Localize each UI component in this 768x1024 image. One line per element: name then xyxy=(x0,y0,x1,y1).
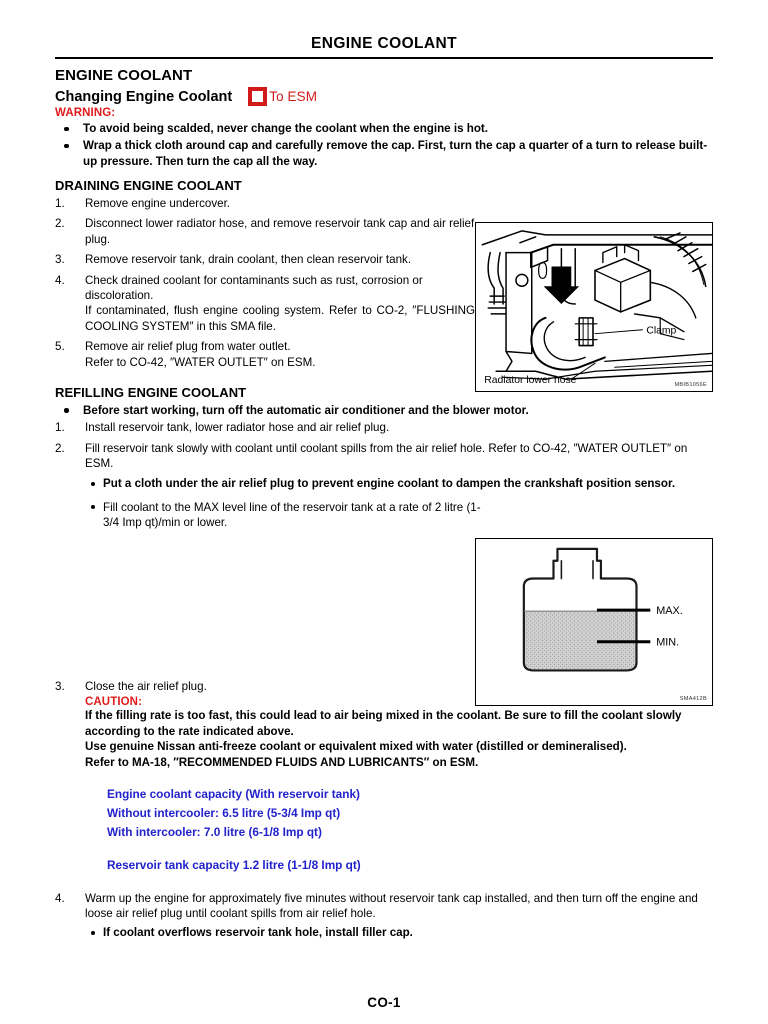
substep-fill-rate-note: Fill coolant to the MAX level line of the reservoir tank at a rate of 2 litre (1-3/4 Imp qt)/min or lower. xyxy=(85,500,485,531)
radiator-illustration xyxy=(476,223,712,391)
figure-code-tank: SMA412B xyxy=(679,696,707,702)
capacity-spacer xyxy=(107,843,713,856)
refilling-step-4 xyxy=(55,891,713,922)
step-text-continued: Refer to CO-42, ″WATER OUTLET″ on ESM. xyxy=(85,355,316,369)
warning-list xyxy=(55,121,713,169)
refilling-steps xyxy=(55,420,713,471)
step-text: Install reservoir tank, lower radiator hose and air relief plug. xyxy=(85,421,390,435)
capacity-title: Engine coolant capacity (With reservoir tank) xyxy=(107,787,360,802)
capacity-with-intercooler: With intercooler: 7.0 litre (6-1/8 Imp qt) xyxy=(107,825,322,840)
draining-step-2 xyxy=(55,216,475,247)
caution-label: CAUTION: xyxy=(85,696,143,709)
capacity-block xyxy=(107,785,713,874)
down-arrow-icon xyxy=(544,266,580,304)
capacity-reservoir-tank: Reservoir tank capacity 1.2 litre (1-1/8 Imp qt) xyxy=(107,857,361,872)
step-number: 3. xyxy=(55,253,65,267)
substep-bold-list xyxy=(85,476,713,491)
step-number: 1. xyxy=(55,421,65,435)
substep-plain-list xyxy=(85,500,485,531)
step-number: 4. xyxy=(55,273,65,287)
page-footer: CO-1 xyxy=(367,995,401,1010)
max-label: MAX. xyxy=(656,605,683,618)
figure-radiator-lower-hose xyxy=(475,222,713,392)
refilling-step-2 xyxy=(55,441,713,472)
draining-heading: DRAINING ENGINE COOLANT xyxy=(55,177,242,193)
refilling-step4-substeps xyxy=(85,925,713,940)
step-number: 3. xyxy=(55,679,65,693)
to-esm-link[interactable] xyxy=(248,87,317,106)
section-subtitle: Changing Engine Coolant xyxy=(55,88,233,105)
substep-filler-cap-note: If coolant overflows reservoir tank hole, install filler cap. xyxy=(85,925,713,940)
figure-code-radiator: MBIB1056E xyxy=(674,382,707,388)
step-text: Check drained coolant for contaminants such as rust, corrosion or discoloration. xyxy=(85,273,423,302)
refilling-step2-substeps xyxy=(85,476,713,530)
refilling-step4-wrap xyxy=(55,891,713,922)
warning-item-2: Wrap a thick cloth around cap and carefully remove the cap. First, turn the cap a quarter of a turn to release built-up pressure. Then turn the cap all the way. xyxy=(55,138,713,169)
draining-steps xyxy=(55,196,475,370)
draining-step-4 xyxy=(55,273,475,335)
substep-cloth-note: Put a cloth under the air relief plug to prevent engine coolant to dampen the crankshaft position sensor. xyxy=(85,476,713,491)
refilling-step-1 xyxy=(55,420,713,435)
page-content xyxy=(0,67,768,941)
min-label: MIN. xyxy=(656,636,680,649)
step-text: Warm up the engine for approximately five minutes without reservoir tank cap installed, and then turn off the engine and loose air relief plug until coolant spills from air relief hole. xyxy=(85,891,698,921)
capacity-without-intercooler: Without intercooler: 6.5 litre (5-3/4 Imp qt) xyxy=(107,806,341,821)
step-text: Remove engine undercover. xyxy=(85,196,231,210)
caution-line-2: Use genuine Nissan anti-freeze coolant or equivalent mixed with water (distilled or demineralised). xyxy=(85,740,627,754)
draining-step-5 xyxy=(55,339,475,370)
step-number: 2. xyxy=(55,217,65,231)
step-number: 1. xyxy=(55,196,65,210)
draining-step-1 xyxy=(55,196,475,211)
caution-line-1: If the filling rate is too fast, this could lead to air being mixed in the coolant. Be sure to fill the coolant slowly according to the rate indicated above. xyxy=(85,709,682,738)
radiator-lower-hose-label: Radiator lower hose xyxy=(484,375,577,387)
refilling-lead-list xyxy=(55,403,713,418)
step-text: Remove reservoir tank, drain coolant, then clean reservoir tank. xyxy=(85,253,412,267)
section-title: ENGINE COOLANT xyxy=(55,67,193,84)
step-number: 2. xyxy=(55,441,65,455)
warning-item-1: To avoid being scalded, never change the coolant when the engine is hot. xyxy=(55,121,713,136)
figure-reservoir-tank xyxy=(475,538,713,706)
esm-link-box-icon[interactable] xyxy=(248,87,267,106)
substep-overflow-list xyxy=(85,925,713,940)
caution-line-3: Refer to MA-18, ″RECOMMENDED FLUIDS AND LUBRICANTS″ on ESM. xyxy=(85,755,479,769)
step-text-continued: If contaminated, flush engine cooling system. Refer to CO-2, ″FLUSHING COOLING SYSTEM″ in this SMA file. xyxy=(85,304,475,333)
header-divider xyxy=(55,57,713,59)
warning-label: WARNING: xyxy=(55,107,116,119)
reservoir-tank-illustration xyxy=(476,539,712,705)
page-running-header: ENGINE COOLANT xyxy=(311,35,457,52)
step-number: 4. xyxy=(55,891,65,905)
step-text: Remove air relief plug from water outlet. xyxy=(85,340,291,354)
refilling-heading: REFILLING ENGINE COOLANT xyxy=(55,384,247,400)
refilling-lead-bullet: Before start working, turn off the automatic air conditioner and the blower motor. xyxy=(55,403,713,418)
to-esm-label: To ESM xyxy=(269,89,318,104)
caution-block xyxy=(85,696,713,770)
step-text: Disconnect lower radiator hose, and remove reservoir tank cap and air relief plug. xyxy=(85,217,475,246)
step-number: 5. xyxy=(55,340,65,354)
step-text: Close the air relief plug. xyxy=(85,679,207,693)
step-text: Fill reservoir tank slowly with coolant until coolant spills from the air relief hole. Refer to CO-42, ″WATER OUTLET″ on ESM. xyxy=(85,441,688,471)
draining-step-3 xyxy=(55,252,475,267)
section-subtitle-row xyxy=(55,87,713,106)
clamp-label: Clamp xyxy=(646,325,677,337)
